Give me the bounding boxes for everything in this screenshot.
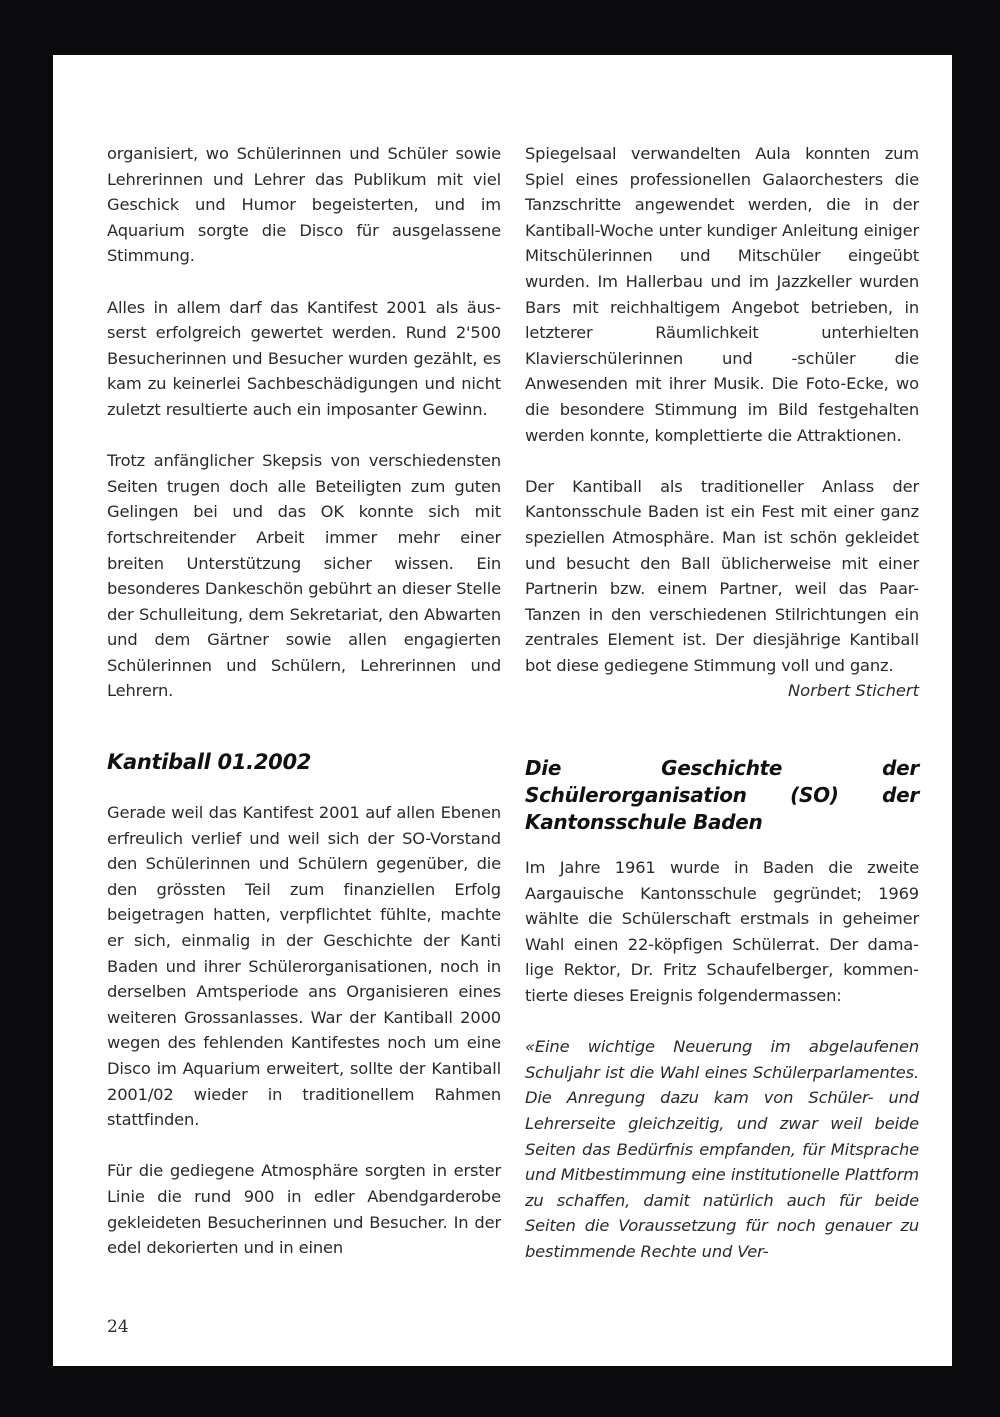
paragraph-kantifest-summary: Alles in allem darf das Kantifest 2001 als äusserst erfolgreich gewertet werden. Rund 2'500 Besucherinnen und Besucher wurden gezählt, es kam zu keinerlei Sachbeschädigungen und nicht zuletzt resultierte auch ein imposanter Gewinn. bbox=[107, 297, 501, 419]
section-heading-kantiball: Kantiball 01.2002 bbox=[107, 750, 312, 775]
quote-text: «Eine wichtige Neuerung im abgelaufenen Schuljahr ist die Wahl eines Schülerparlamentes. Die Anregung dazu kam von Schüler- und Lehrerseite gleichzeitig, und zwar weil beide Seiten das Bedürfnis empfanden, für Mitsprache und Mitbestimmung eine institutionelle Plattform zu schaffen, damit natürlich auch für beide Seiten die Voraussetzung für noch genauer zu bestimmende Rechte und Ver- bbox=[525, 1037, 919, 1261]
paragraph-kantifest-closing: organisiert, wo Schülerinnen und Schüler sowie Lehrerinnen und Lehrer das Publikum mit viel Geschick und Humor begeisterten, und im Aquarium sorgte die Disco für ausgelassene Stimmung. bbox=[107, 144, 501, 266]
paragraph-kantiball-intro: Gerade weil das Kantifest 2001 auf allen Ebenen erfreulich verlief und weil sich der SO-Vorstand den Schülerinnen und Schülern gegenüber, die den grössten Teil zum finanziellen Erfolg beigetragen hatten, verpflichtet fühlte, machte er sich, einmalig in der Geschichte der Kanti Baden und ihrer Schülerorganisationen, noch in derselben Amtsperiode ans Organisieren eines weiteren Grossanlasses. War der Kantiball 2000 wegen des fehlenden Kantifestes noch um eine Disco im Aquarium erweitert, sollte der Kantiball 2001/02 wieder in traditionellem Rahmen stattfinden. bbox=[107, 803, 501, 1130]
left-column bbox=[107, 141, 501, 1261]
paragraph-kantiball-aula: Spiegelsaal verwandelten Aula konnten zum Spiel eines professionellen Galaorchesters die Tanzschritte angewendet werden, die in der Kantiball-Woche unter kundiger Anleitung einiger Mitschülerinnen und Mitschüler eingeübt wurden. Im Hallerbau und im Jazzkeller wurden Bars mit reichhaltigem Angebot betrieben, in letzterer Räumlichkeit unterhielten Klavierschülerinnen und -schüler die Anwesenden mit ihrer Musik. Die Foto-Ecke, wo die besondere Stimmung im Bild festgehalten werden konnte, komplettierte die Attraktionen. bbox=[525, 144, 919, 445]
document-page bbox=[53, 55, 952, 1366]
paragraph-geschichte-intro: Im Jahre 1961 wurde in Baden die zweite Aargauische Kantonsschule gegründet; 1969 wählte die Schülerschaft erstmals in geheimer Wahl einen 22-köpfigen Schülerrat. Der damalige Rektor, Dr. Fritz Schaufelberger, kommentierte dieses Ereignis folgendermassen: bbox=[525, 858, 919, 1006]
page-number: 24 bbox=[107, 1317, 129, 1337]
rector-quote bbox=[525, 1034, 919, 1264]
section-heading-geschichte: Die Geschichte der Schülerorganisation (SO) der Kantonsschule Baden bbox=[525, 756, 919, 835]
paragraph-kantiball-tradition: Der Kantiball als traditioneller Anlass der Kantonsschule Baden ist ein Fest mit einer ganz speziellen Atmosphäre. Man ist schön gekleidet und besucht den Ball üblicherweise mit einer Partnerin bzw. einem Partner, weil das Paar-Tanzen in den verschiedenen Stilrichtungen ein zentrales Element ist. Der diesjährige Kantiball bot diese gediegene Stimmung voll und ganz. bbox=[525, 476, 919, 675]
paragraph-kantiball-atmosphere: Für die gediegene Atmosphäre sorgten in erster Linie die rund 900 in edler Abendgarderobe gekleideten Besucherinnen und Besucher. In der edel dekorierten und in einen bbox=[107, 1161, 501, 1258]
right-column bbox=[525, 141, 919, 1265]
paragraph-kantifest-thanks: Trotz anfänglicher Skepsis von verschiedensten Seiten trugen doch alle Beteiligten zum guten Gelingen bei und das OK konnte sich mit fortschreitender Arbeit immer mehr einer breiten Unterstützung sicher wissen. Ein besonderes Dankeschön gebührt an dieser Stelle der Schulleitung, dem Sekretariat, den Abwarten und dem Gärtner sowie allen engagierten Schülerinnen und Schülern, Lehrerinnen und Lehrern. bbox=[107, 451, 501, 701]
author-signature: Norbert Stichert bbox=[787, 681, 919, 701]
